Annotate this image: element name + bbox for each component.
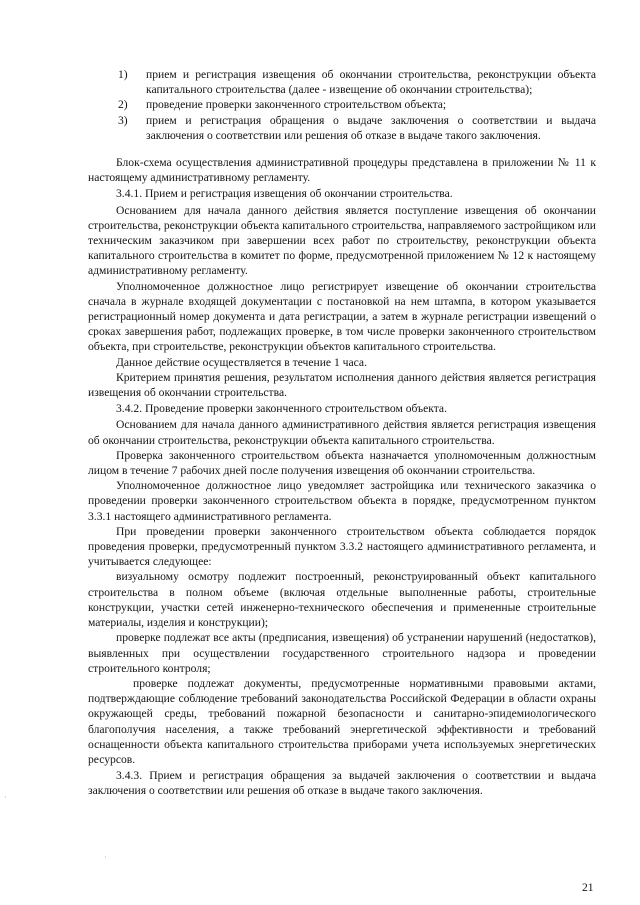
list-item	[118, 113, 596, 143]
list-item-number: 2)	[118, 98, 128, 112]
paragraph: проверке подлежат документы, предусмотренные нормативными правовыми актами, подтверждающие соблюдение требований законодательства Российской Федерации в области охраны окружающей среды, требований пожарной безопасности и санитарно-эпидемиологического благополучия населения, а также требований энергетической эффективности и требований оснащенности объекта капитального строительства приборами учета используемых энергетических ресурсов.	[88, 676, 596, 766]
list-item	[118, 67, 596, 97]
paragraph: проверке подлежат все акты (предписания, извещения) об устранении нарушений (недостатков), выявленных при осуществлении государственного строительного надзора и проведении строительного контроля;	[88, 631, 596, 675]
page-number: 21	[582, 881, 594, 894]
list-item-number: 1)	[118, 68, 128, 81]
paragraph: Основанием для начала данного действия является поступление извещения об окончании строительства, реконструкции объекта капитального строительства, направляемого застройщиком или техническим заказчиком при завершении всех работ по строительству, реконструкции объекта капитального строительства в комитет по форме, предусмотренной приложением № 12 к настоящему административному регламенту.	[88, 203, 596, 278]
section-heading-3-4-3: 3.4.3. Прием и регистрация обращения за выдачей заключения о соответствии и выдача заключения о соответствии или решения об отказе в выдаче такого заключения.	[88, 769, 596, 798]
procedure-list	[118, 67, 596, 143]
paragraph: При проведении проверки законченного строительством объекта соблюдается порядок проведения проверки, предусмотренный пунктом 3.3.2 настоящего административного регламента, и учитывается следующее:	[88, 524, 596, 569]
list-item-text: прием и регистрация обращения о выдаче заключения о соответствии и выдача заключения о соответствии или решения об отказе в выдаче такого заключения.	[146, 113, 596, 142]
paragraph: Проверка законченного строительством объекта назначается уполномоченным должностным лицом в течение 7 рабочих дней после получения извещения об окончании строительства.	[88, 448, 596, 478]
list-item	[118, 97, 596, 112]
paragraph: визуальному осмотру подлежит построенный, реконструированный объект капитального строительства в полном объеме (включая отдельные выполненные работы, строительные конструкции, участки сетей инженерно-технического обеспечения и примененные строительные материалы, изделия и конструкции);	[88, 570, 596, 630]
paragraph: Уполномоченное должностное лицо регистрирует извещение об окончании строительства сначала в журнале входящей документации с постановкой на нем штампа, в котором указывается регистрационный номер документа и дата регистрации, а затем в журнале регистрации извещений о сроках завершения работ, подлежащих проверке, в том числе проверки законченного строительством объекта, при строительстве, реконструкции объектов капитального строительства.	[88, 279, 596, 354]
paragraph: Основанием для начала данного административного действия является регистрация извещения об окончании строительства, реконструкции объекта капитального строительства.	[88, 418, 596, 447]
section-heading-3-4-1: 3.4.1. Прием и регистрация извещения об окончании строительства.	[116, 187, 453, 201]
scan-speck-mark: ·	[104, 852, 107, 862]
paragraph: Данное действие осуществляется в течение 1 часа.	[116, 355, 367, 369]
list-item-number: 3)	[118, 113, 128, 127]
section-heading-3-4-2: 3.4.2. Проведение проверки законченного строительством объекта.	[116, 402, 447, 416]
list-item-text: проведение проверки законченного строительством объекта;	[146, 98, 447, 112]
list-item-text: прием и регистрация извещения об окончании строительства, реконструкции объекта капитального строительства (далее - извещение об окончании строительства);	[146, 68, 596, 97]
document-body	[88, 155, 596, 800]
paragraph-block-scheme: Блок-схема осуществления административной процедуры представлена в приложении № 11 к настоящему административному регламенту.	[88, 156, 596, 185]
paragraph: Критерием принятия решения, результатом исполнения данного действия является регистрация извещения об окончании строительства.	[88, 370, 596, 400]
scan-speck-mark: ·	[4, 792, 7, 802]
paragraph: Уполномоченное должностное лицо уведомляет застройщика или технического заказчика о проведении проверки законченного строительством объекта в порядке, предусмотренном пунктом 3.3.1 настоящего административного регламента.	[88, 479, 596, 523]
